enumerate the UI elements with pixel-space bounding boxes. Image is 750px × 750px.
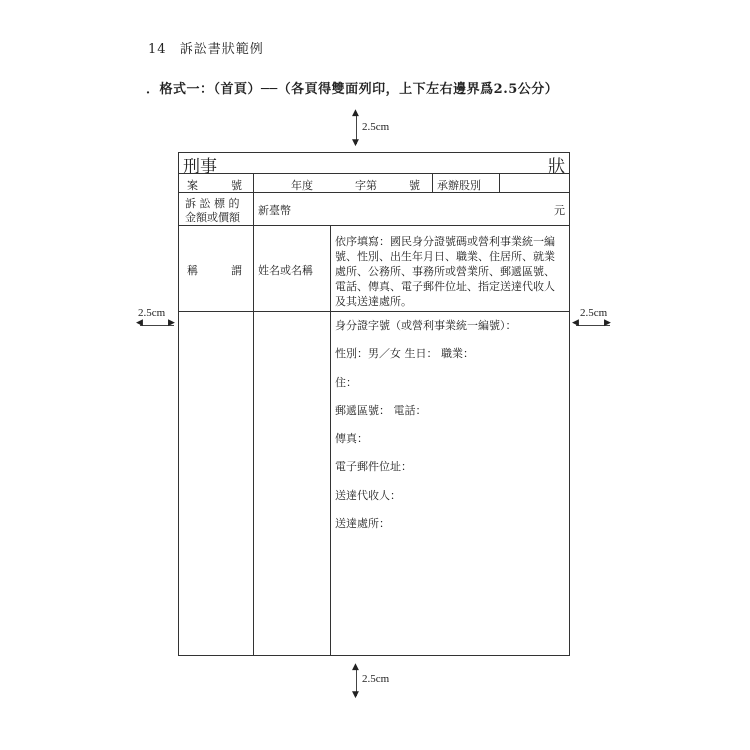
bottom-margin-label: 2.5cm	[362, 673, 390, 685]
page-number: 14	[148, 42, 167, 57]
amount-label-line2: 金額或價額	[185, 211, 240, 224]
field-service-address[interactable]: 送達處所：	[335, 517, 390, 530]
field-email[interactable]: 電子郵件位址：	[335, 460, 412, 473]
amount-unit: 元	[554, 204, 565, 217]
instruction-line: 及其送達處所。	[335, 295, 412, 308]
case-zi-di: 字第	[355, 179, 377, 192]
role-label: 稱 謂	[187, 264, 242, 277]
form-title-left: 刑事	[183, 157, 217, 177]
name-label: 姓名或名稱	[258, 264, 313, 277]
case-year: 年度	[291, 179, 313, 192]
field-postal-phone[interactable]: 郵遞區號： 電話：	[335, 404, 427, 417]
form-title-right: 狀	[548, 157, 565, 177]
case-number-label: 案 號	[187, 179, 242, 192]
instruction-line: 號、性別、出生年月日、職業、住居所、就業	[335, 250, 555, 263]
format-description: ．格式一：（首頁）──（各頁得雙面列印，上下左右邊界爲2.5公分）	[146, 82, 559, 97]
division-label: 承辦股別	[437, 179, 481, 192]
field-id-number[interactable]: 身分證字號（或營利事業統一編號）：	[335, 319, 517, 332]
instruction-line: 電話、傳真、電子郵件位址、指定送達代收人	[335, 280, 555, 293]
top-margin-label: 2.5cm	[362, 121, 390, 133]
field-service-agent[interactable]: 送達代收人：	[335, 489, 401, 502]
amount-label-line1: 訴 訟 標 的	[185, 197, 240, 210]
page-header	[148, 38, 264, 57]
instruction-line: 依序填寫：國民身分證號碼或營利事業統一編	[335, 235, 555, 248]
complaint-form	[178, 152, 570, 656]
left-margin-label: 2.5cm	[138, 307, 166, 319]
instruction-line: 處所、公務所、事務所或營業所、郵遞區號、	[335, 265, 555, 278]
amount-currency: 新臺幣	[258, 204, 291, 217]
field-fax[interactable]: 傳真：	[335, 432, 368, 445]
field-address[interactable]: 住：	[335, 376, 357, 389]
case-hao: 號	[409, 179, 420, 192]
field-gender-birth-job[interactable]: 性別：男／女 生日： 職業：	[335, 347, 474, 360]
book-title: 訴訟書狀範例	[179, 42, 264, 57]
right-margin-label: 2.5cm	[580, 307, 608, 319]
